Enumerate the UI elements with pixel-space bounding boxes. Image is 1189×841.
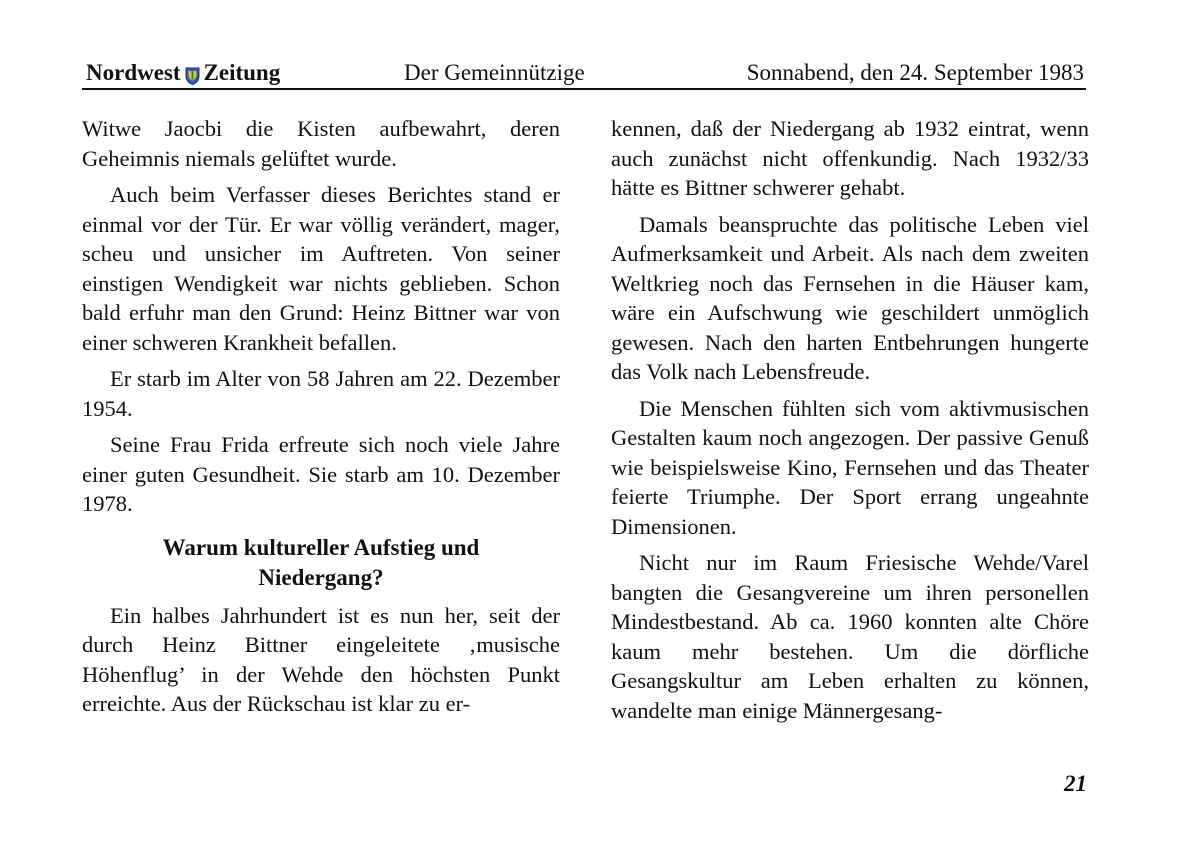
paragraph: Seine Frau Frida erfreute sich noch viele Jahre einer guten Gesundheit. Sie starb am 10. Dezember 1978. — [82, 432, 560, 516]
masthead-left-word: Nordwest — [86, 60, 181, 85]
section-heading-line-1: Warum kultureller Aufstieg und — [162, 534, 480, 560]
page-header — [82, 58, 1086, 90]
left-column — [82, 114, 560, 726]
section-heading — [82, 533, 560, 593]
paragraph: Die Menschen fühlten sich vom aktivmusischen Gestalten kaum noch angezogen. Der passive Genuß wie beispielsweise Kino, Fernsehen und das Theater feierte Triumphe. Der Sport errang ungeahnte Dimensionen. — [611, 395, 1089, 539]
paragraph: Er starb im Alter von 58 Jahren am 22. Dezember 1954. — [82, 366, 560, 421]
paragraph: Ein halbes Jahrhundert ist es nun her, seit der durch Heinz Bittner eingeleitete ‚musische Höhenflug’ in der Wehde den höchsten Punkt erreichte. Aus der Rückschau ist klar zu er- — [82, 602, 560, 716]
paragraph: kennen, daß der Niedergang ab 1932 eintrat, wenn auch zunächst nicht offenkundig. Nach 1932/33 hätte es Bittner schwerer gehabt. — [611, 116, 1089, 200]
paragraph: Nicht nur im Raum Friesische Wehde/Varel bangten die Gesangvereine um ihren personellen Mindestbestand. Ab ca. 1960 konnten alte Chöre kaum mehr bestehen. Um die dörfliche Gesangskultur am Leben erhalten zu können, wandelte man einige Männergesang- — [611, 550, 1089, 723]
coat-of-arms-icon — [185, 65, 200, 83]
publication-subtitle: Der Gemeinnützige — [404, 60, 585, 85]
newspaper-masthead — [86, 60, 280, 86]
paragraph: Auch beim Verfasser dieses Berichtes stand er einmal vor der Tür. Er war völlig verändert, mager, scheu und unsicher im Auftreten. Von seiner einstigen Wendigkeit war nichts geblieben. Schon bald erfuhr man den Grund: Heinz Bittner war von einer schweren Krankheit befallen. — [82, 182, 560, 355]
issue-date: Sonnabend, den 24. September 1983 — [746, 60, 1084, 85]
page-number: 21 — [1064, 771, 1087, 796]
right-column — [611, 114, 1089, 732]
paragraph: Damals beanspruchte das politische Leben viel Aufmerksamkeit und Arbeit. Als nach dem zweiten Weltkrieg noch das Fernsehen in die Häuser kam, wäre ein Aufschwung wie geschildert unmöglich gewesen. Nach den harten Entbehrungen hungerte das Volk nach Lebensfreude. — [611, 211, 1089, 384]
paragraph: Witwe Jaocbi die Kisten aufbewahrt, deren Geheimnis niemals gelüftet wurde. — [82, 116, 560, 171]
masthead-right-word: Zeitung — [203, 60, 281, 85]
section-heading-line-2: Niedergang? — [258, 564, 384, 590]
